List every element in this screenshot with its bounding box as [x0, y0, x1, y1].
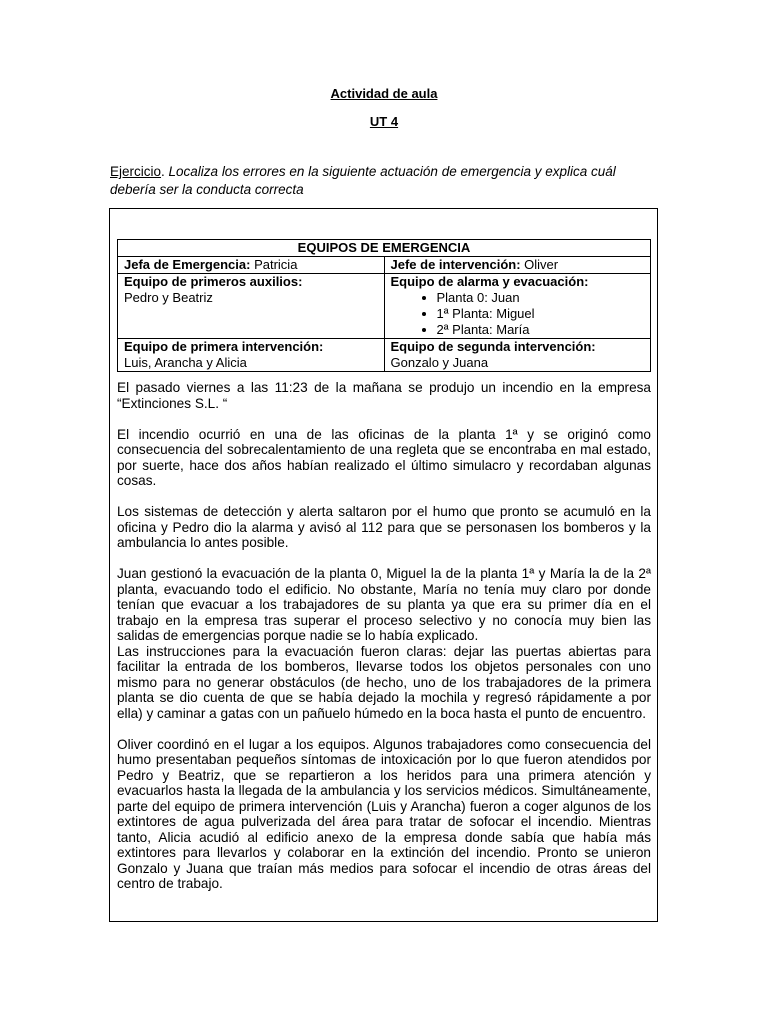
- teams-table-header: EQUIPOS DE EMERGENCIA: [118, 240, 651, 257]
- exercise-separator: .: [161, 164, 169, 179]
- paragraph: Juan gestionó la evacuación de la planta 0, Miguel la de la planta 1ª y María la de la 2ª planta, evacuando todo el edificio. No obstante, María no tenía muy claro por donde tenían que evacuar a los trabajadores de su planta ya que era su primer día en el trabajo en la empresa tras superar el proceso selectivo y no conocía muy bien las salidas de emergencias porque nadie se lo había explicado.: [117, 566, 651, 643]
- paragraph: El incendio ocurrió en una de las oficinas de la planta 1ª y se originó como consecuencia del sobrecalentamiento de una regleta que se encontraba en mal estado, por suerte, hace dos años habían realizado el último simulacro y recordaban algunas cosas.: [117, 426, 651, 488]
- unit-title: UT 4: [369, 114, 399, 129]
- first-aid-cell: [118, 274, 385, 339]
- paragraph: Los sistemas de detección y alerta saltaron por el humo que pronto se acumuló en la oficina y Pedro dio la alarma y avisó al 112 para que se personasen los bomberos y la ambulancia lo antes posible.: [117, 504, 651, 550]
- first-aid-label: Equipo de primeros auxilios:: [124, 274, 303, 289]
- alarm-item: • Planta 0: Juan: [437, 290, 645, 306]
- emergency-teams-table: [117, 239, 651, 372]
- second-intervention-value: Gonzalo y Juana: [390, 355, 489, 370]
- exercise-label: Ejercicio: [110, 164, 162, 179]
- exercise-instruction: Localiza los errores en la siguiente actuación de emergencia y explica cuál debería ser la conducta correcta: [110, 164, 616, 197]
- exercise-statement: [110, 163, 655, 199]
- chief-emergency-label: Jefa de Emergencia:: [124, 257, 251, 272]
- chief-intervention-label: Jefe de intervención:: [390, 257, 521, 272]
- alarm-list: [391, 290, 645, 338]
- first-intervention-value: Luis, Arancha y Alicia: [124, 355, 247, 370]
- first-intervention-label: Equipo de primera intervención:: [124, 339, 324, 354]
- second-intervention-label: Equipo de segunda intervención:: [390, 339, 596, 354]
- chief-emergency-value: Patricia: [254, 257, 298, 272]
- chief-emergency-cell: [118, 257, 385, 274]
- alarm-item: • 1ª Planta: Miguel: [437, 306, 645, 322]
- alarm-item: • 2ª Planta: María: [437, 322, 645, 338]
- chief-intervention-cell: [384, 257, 651, 274]
- alarm-cell: [384, 274, 651, 339]
- page-title: Actividad de aula: [330, 86, 438, 101]
- chief-intervention-value: Oliver: [524, 257, 559, 272]
- first-aid-value: Pedro y Beatriz: [124, 290, 213, 305]
- paragraph: El pasado viernes a las 11:23 de la mañana se produjo un incendio en la empresa “Extinciones S.L. “: [117, 380, 651, 411]
- case-narrative: [117, 380, 651, 907]
- alarm-label: Equipo de alarma y evacuación:: [390, 274, 589, 289]
- paragraph: Las instrucciones para la evacuación fueron claras: dejar las puertas abiertas para facilitar la entrada de los bomberos, llevarse todos los objetos personales con uno mismo para no generar obstáculos (de hecho, uno de los trabajadores de la primera planta se dio cuenta de que se había dejado la mochila y regresó rápidamente a por ella) y caminar a gatas con un pañuelo húmedo en la boca hasta el punto de encuentro.: [117, 643, 651, 721]
- paragraph: Oliver coordinó en el lugar a los equipos. Algunos trabajadores como consecuencia del humo presentaban pequeños síntomas de intoxicación por lo que fueron atendidos por Pedro y Beatriz, que se repartieron a los heridos para una primera atención y evacuarlos hasta la llegada de la ambulancia y los servicios médicos. Simultáneamente, parte del equipo de primera intervención (Luis y Arancha) fueron a coger algunos de los extintores de agua pulverizada del área para tratar de sofocar el incendio. Mientras tanto, Alicia acudió al edificio anexo de la empresa donde sabía que había más extintores para llevarlos y colaborar en la extinción del incendio. Pronto se unieron Gonzalo y Juana que traían más medios para sofocar el incendio de otras áreas del centro de trabajo.: [117, 736, 651, 891]
- first-intervention-cell: [118, 339, 385, 372]
- second-intervention-cell: [384, 339, 651, 372]
